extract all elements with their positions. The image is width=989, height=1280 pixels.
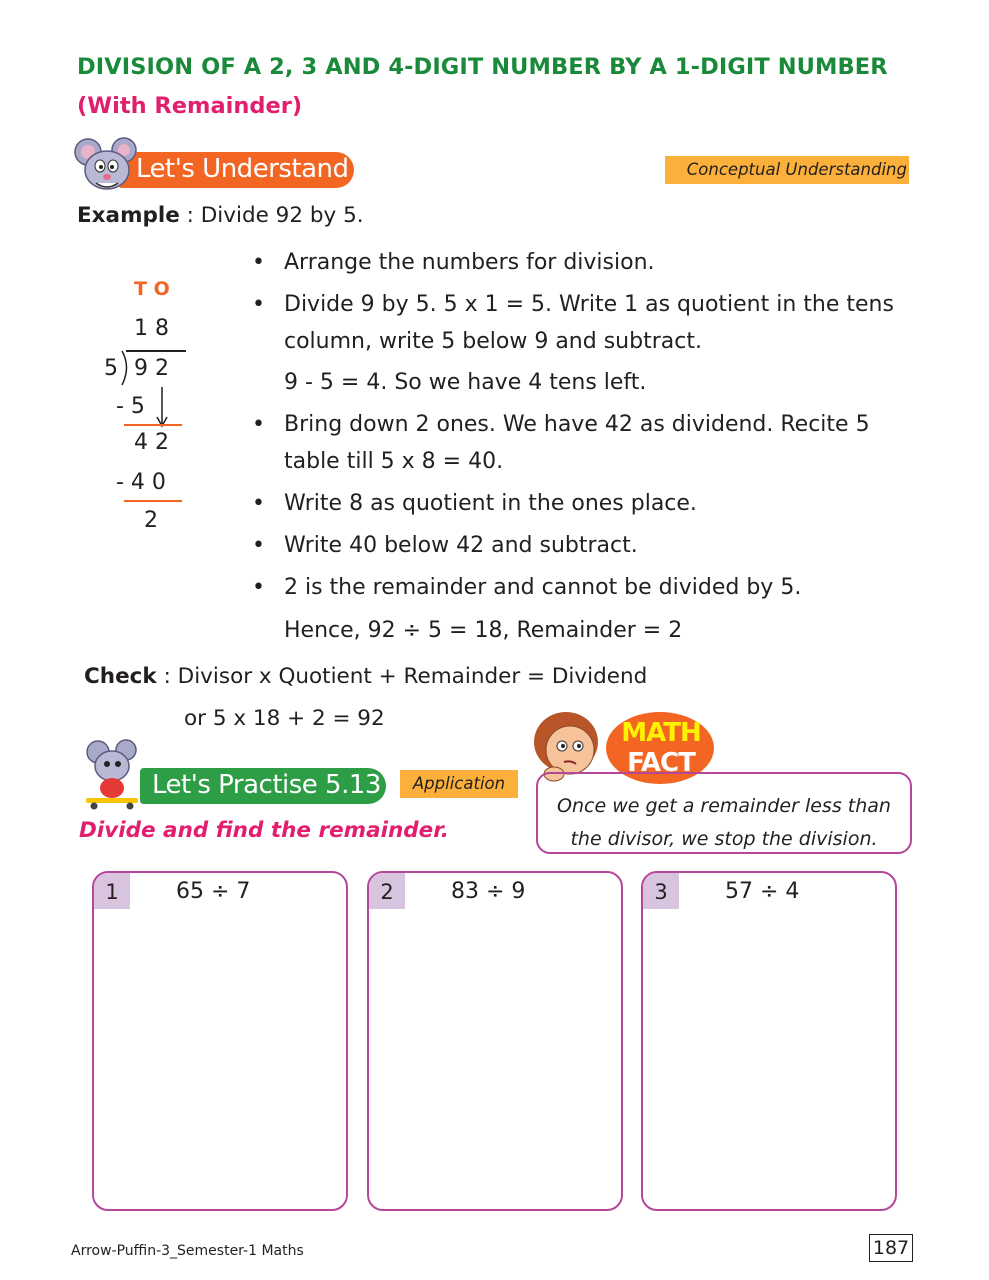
example-line [77,203,364,228]
check-label: Check [84,664,157,689]
list-item: • Write 8 as quotient in the ones place. [252,491,697,516]
list-item: • Arrange the numbers for division. [252,250,655,275]
list-item: • 2 is the remainder and cannot be divided by 5. [252,575,802,600]
list-item: • Divide 9 by 5. 5 x 1 = 5. Write 1 as quotient in the tens column, write 5 below 9 and subtract. [252,292,894,354]
place-value-header: T O [134,278,170,300]
remainder: 2 [144,508,158,533]
list-item-continuation: 9 - 5 = 4. So we have 4 tens left. [284,370,647,395]
new-dividend: 4 2 [134,430,169,455]
dividend: 9 2 [134,356,169,381]
conceptual-understanding-tag: Conceptual Understanding [665,156,909,184]
list-item: • Write 40 below 42 and subtract. [252,533,638,558]
problem-number: 2 [369,873,405,909]
page-title: DIVISION OF A 2, 3 AND 4-DIGIT NUMBER BY A 1-DIGIT NUMBER [77,54,888,80]
division-bracket-icon [120,350,132,386]
math-fact-box [536,772,912,854]
footer-book-title: Arrow-Puffin-3_Semester-1 Maths [71,1243,304,1259]
check-calculation: or 5 x 18 + 2 = 92 [184,706,385,731]
divisor: 5 [104,356,118,381]
math-fact-text: Once we get a remainder less than the divisor, we stop the division. [557,795,891,850]
page-number: 187 [869,1234,913,1262]
subtract-line-2 [124,500,182,502]
problem-question: 57 ÷ 4 [725,879,800,904]
subtract-step-2: - 4 0 [116,470,166,495]
list-item: • Bring down 2 ones. We have 42 as dividend. Recite 5 table till 5 x 8 = 40. [252,412,870,474]
problem-number: 1 [94,873,130,909]
practise-instruction: Divide and find the remainder. [79,818,449,843]
division-bar [126,350,186,352]
bring-down-arrow-icon [156,386,168,428]
list-item-continuation: Hence, 92 ÷ 5 = 18, Remainder = 2 [284,618,683,643]
math-fact-badge-line1: MATH [621,718,701,748]
application-tag: Application [400,770,518,798]
long-division-work [90,278,200,538]
example-text: : Divide 92 by 5. [186,203,364,228]
mouse-mascot-icon [74,136,140,196]
problem-box-1[interactable] [92,871,348,1211]
division-steps [252,244,922,649]
example-label: Example [77,203,180,228]
check-line [84,664,647,689]
check-formula: : Divisor x Quotient + Remainder = Dividend [163,664,648,689]
lets-understand-banner [118,152,354,188]
problem-box-2[interactable] [367,871,623,1211]
subtract-line-1 [124,424,182,426]
math-fact-badge-line2: FACT [627,748,695,778]
page-subtitle: (With Remainder) [77,93,303,119]
lets-understand-label: Let's Understand [136,154,349,184]
subtract-step-1: - 5 [116,394,145,419]
lets-practise-label: Let's Practise 5.13 [152,770,381,800]
quotient: 1 8 [134,316,169,341]
problem-box-3[interactable] [641,871,897,1211]
lets-practise-banner [140,768,386,804]
problem-question: 65 ÷ 7 [176,879,251,904]
problem-number: 3 [643,873,679,909]
problem-question: 83 ÷ 9 [451,879,526,904]
